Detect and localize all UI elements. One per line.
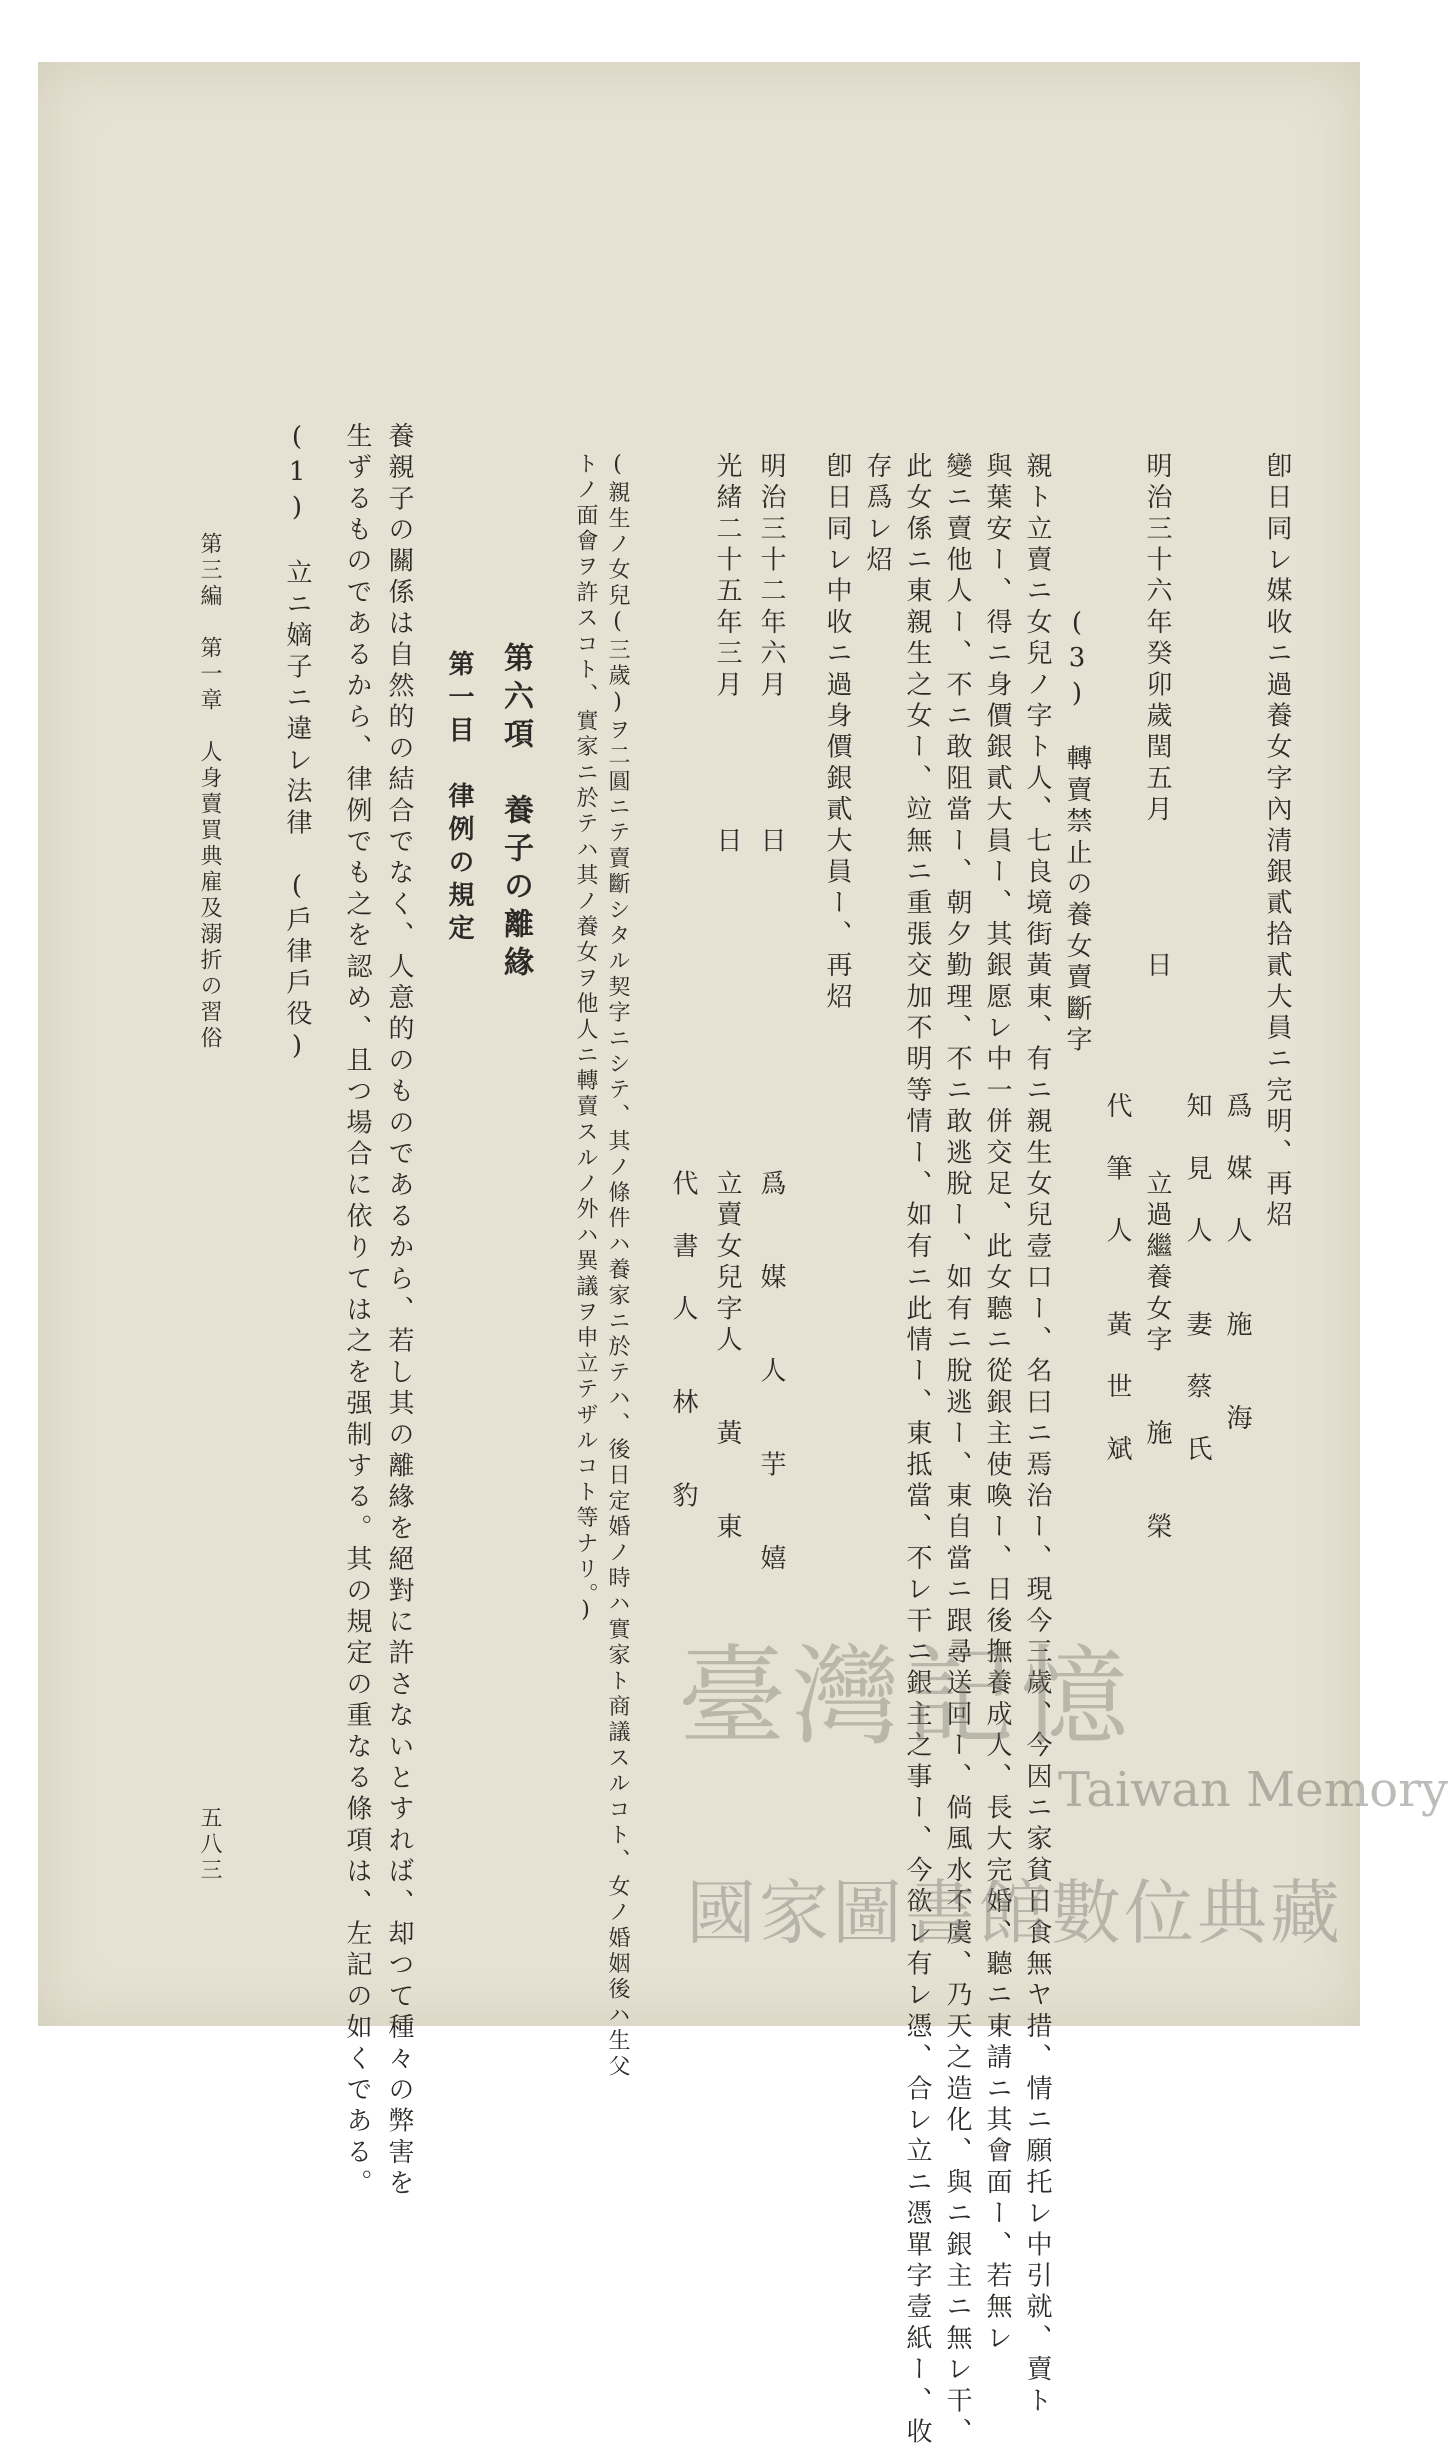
text-column: 知 見 人 妻 蔡 氏 [1182, 1092, 1212, 1467]
page-footer: 第三編 第一章 人身賣買典雇及溺折の習俗 五八三 [197, 532, 222, 1884]
text-column: 爲 媒 人 施 海 [1222, 1092, 1252, 1436]
text-column: 此女係ニ東親生之女ー、竝無ニ重張交加不明等情ー、如有ニ此情ー、東抵當、不レ干ニ銀主之事ー、今欲レ有レ憑、合レ立ニ憑單字壹紙ー、收 [902, 452, 932, 2449]
section-caption: (3) 轉賣禁止の養女賣斷字 [1062, 452, 1092, 1057]
watermark-library: 國家圖書館數位典藏 [686, 1872, 1343, 1954]
text-column: 卽日同レ中收ニ過身價銀貳大員ー、再炤 [822, 452, 852, 1014]
note-column: (親生ノ女兒(三歲)ヲ二圓ニテ賣斷シタル契字ニシテ、其ノ條件ハ養家ニ於テハ、後日定婚ノ時ハ實家ト商議スルコト、女ノ婚姻後ハ生父 [605, 452, 630, 2081]
document-page [38, 62, 1448, 2449]
subsection-heading: 第一目 律例の規定 [444, 452, 474, 947]
text-column: 生ずるものであるから、律例でも之を認め、且つ場合に依りては之を强制する。其の規定の重なる條項は、左記の如くである。 [342, 422, 372, 2201]
text-column: (1) 立ニ嫡子ニ違レ法律 (戶律戶役) [282, 422, 312, 1066]
text-column: 卽日同レ媒收ニ過養女字內清銀貳拾貳大員ニ完明、再炤 [1262, 452, 1292, 1232]
text-column: 養親子の關係は自然的の結合でなく、人意的のものであるから、若し其の離緣を絕對に許さないとすれば、却つて種々の弊害を [384, 422, 414, 2201]
text-column: 代 書 人 林 豹 [668, 452, 698, 1513]
text-column: 代 筆 人 黃 世 斌 [1102, 1092, 1132, 1467]
text-column: 親ト立賣ニ女兒ノ字ト人、七良境街黃東、有ニ親生女兒壹口ー、名曰ニ焉治ー、現今三歲、今因ニ家貧日食無ヤ措、情ニ願托レ中引就、賣ト [1022, 452, 1052, 2418]
text-column: 明治三十二年六月 日 爲 媒 人 芋 嬉 [756, 452, 786, 1576]
text-column: 變ニ賣他人ー、不ニ敢阻當ー、朝夕勤理、不ニ敢逃脫ー、如有ニ脫逃ー、東自當ニ跟尋送回ー、倘風水不虞、乃天之造化、與ニ銀主ニ無レ干、 [942, 452, 972, 2449]
watermark-english: Taiwan Memory [1058, 1762, 1448, 1818]
watermark-logo-text: 臺灣記憶 [678, 1635, 1135, 1760]
text-column: 明治三十六年癸卯歲閏五月 日 立過繼養女字 施 榮 [1142, 452, 1172, 1544]
text-column: 光緒二十五年三月 日 立賣女兒字人 黃 東 [712, 452, 742, 1544]
text-column: 與葉安ー、得ニ身價銀貳大員ー、其銀愿レ中一併交足、此女聽ニ從銀主使喚ー、日後撫養成人、長大完婚、聽ニ東請ニ其會面ー、若無レ [982, 452, 1012, 2356]
section-heading: 第六項 養子の離緣 [498, 452, 533, 984]
text-column: 存爲レ炤 [862, 452, 892, 577]
note-column: トノ面會ヲ許スコト、實家ニ於テハ其ノ養女ヲ他人ニ轉賣スルノ外ハ異議ヲ申立テザルコト等ナリ。) [573, 452, 598, 1627]
